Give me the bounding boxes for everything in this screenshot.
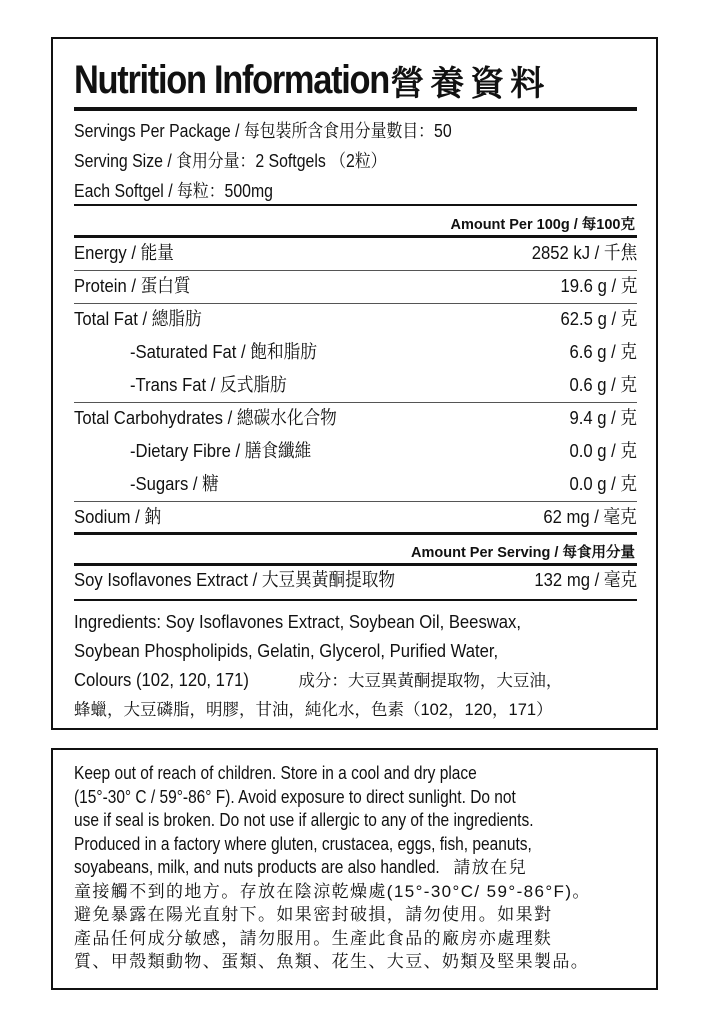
soy-isoflavones-row bbox=[74, 566, 637, 598]
warning-line-7: 避免暴露在陽光直射下。如果密封破損，請勿使用。如果對 bbox=[74, 905, 553, 924]
ingredients-line-2: Soybean Phospholipids, Gelatin, Glycerol, Purified Water, bbox=[74, 640, 499, 661]
nutrient-label: -Sugars / 糖 bbox=[130, 473, 219, 494]
nutrient-label: -Saturated Fat / 飽和脂肪 bbox=[130, 341, 317, 362]
colours-en: Colours (102, 120, 171) bbox=[74, 669, 249, 690]
serving-divider bbox=[74, 204, 637, 206]
amount-per-100g-header: Amount Per 100g / 每100克 bbox=[450, 217, 635, 233]
nutrient-row bbox=[74, 469, 637, 502]
nutrient-label: Energy / 能量 bbox=[74, 242, 174, 263]
warning-zh-start: 請放在兒 bbox=[447, 858, 527, 877]
warning-text bbox=[74, 762, 637, 974]
nutrient-value: 6.6 g / 克 bbox=[569, 341, 637, 362]
title-english: Nutrition Information bbox=[74, 57, 389, 102]
ingredients-line-1: Ingredients: Soy Isoflavones Extract, Soybean Oil, Beeswax, bbox=[74, 611, 522, 632]
nutrient-value: 0.0 g / 克 bbox=[569, 440, 637, 461]
nutrient-row bbox=[74, 403, 637, 436]
warning-line-2: (15°-30° C / 59°-86° F). Avoid exposure to direct sunlight. Do not bbox=[74, 786, 516, 807]
nutrient-label: Total Carbohydrates / 總碳水化合物 bbox=[74, 407, 337, 428]
warning-line-4: Produced in a factory where gluten, crustacea, eggs, fish, peanuts, bbox=[74, 833, 532, 854]
ingredients-line-4: 蜂蠟，大豆磷脂，明膠，甘油，純化水，色素（102，120，171） bbox=[74, 701, 553, 719]
nutrient-value: 19.6 g / 克 bbox=[560, 275, 637, 296]
nutrient-label: -Trans Fat / 反式脂肪 bbox=[130, 374, 287, 395]
ingredients-line-3 bbox=[74, 665, 637, 696]
amount-per-serving-header: Amount Per Serving / 每食用分量 bbox=[411, 545, 635, 561]
nutrient-row bbox=[74, 238, 637, 271]
warning-en-end: soyabeans, milk, and nuts products are also handled. bbox=[74, 857, 440, 877]
warning-line-1: Keep out of reach of children. Store in a cool and dry place bbox=[74, 763, 477, 783]
ingredients-block bbox=[74, 607, 637, 725]
warning-line-3: use if seal is broken. Do not use if allergic to any of the ingredients. bbox=[74, 810, 534, 830]
warning-line-9: 質、甲殼類動物、蛋類、魚類、花生、大豆、奶類及堅果製品。 bbox=[74, 952, 590, 971]
each-softgel: Each Softgel / 每粒：500mg bbox=[74, 181, 273, 201]
nutrient-value: 9.4 g / 克 bbox=[569, 407, 637, 428]
nutrient-value: 0.0 g / 克 bbox=[569, 473, 637, 494]
warning-line-6: 童接觸不到的地方。存放在陰涼乾燥處(15°-30°C/ 59°-86°F)。 bbox=[74, 881, 591, 901]
nutrient-value: 132 mg / 毫克 bbox=[534, 569, 637, 590]
title-chinese: 營養資料 bbox=[390, 63, 551, 104]
nutrient-label: Soy Isoflavones Extract / 大豆異黃酮提取物 bbox=[74, 569, 396, 590]
nutrient-label: Sodium / 鈉 bbox=[74, 506, 161, 527]
nutrient-value: 62.5 g / 克 bbox=[560, 308, 637, 329]
nutrition-title bbox=[74, 53, 637, 107]
nutrient-row bbox=[74, 304, 637, 337]
ingredients-zh-start: 成分：大豆異黃酮提取物，大豆油， bbox=[298, 672, 563, 690]
nutrition-panel bbox=[51, 37, 658, 730]
warning-panel bbox=[51, 748, 658, 990]
nutrient-row bbox=[74, 370, 637, 403]
servings-per-package: Servings Per Package / 每包裝所含食用分量數目：50 bbox=[74, 121, 452, 141]
nutrient-value: 2852 kJ / 千焦 bbox=[531, 242, 637, 263]
nutrient-row bbox=[74, 271, 637, 304]
nutrient-label: Total Fat / 總脂肪 bbox=[74, 308, 202, 329]
nutrient-label: Protein / 蛋白質 bbox=[74, 275, 191, 296]
row-divider bbox=[74, 532, 637, 535]
serving-size: Serving Size / 食用分量：2 Softgels （2粒） bbox=[74, 151, 387, 171]
ingredients-divider bbox=[74, 599, 637, 601]
warning-line-8: 產品任何成分敏感，請勿服用。生產此食品的廠房亦處理麩 bbox=[74, 928, 553, 948]
nutrient-row bbox=[74, 436, 637, 469]
nutrient-row bbox=[74, 337, 637, 370]
nutrient-value: 0.6 g / 克 bbox=[569, 374, 637, 395]
title-divider bbox=[74, 107, 637, 111]
warning-line-5 bbox=[74, 856, 637, 880]
nutrient-label: -Dietary Fibre / 膳食纖維 bbox=[130, 440, 312, 461]
nutrient-value: 62 mg / 毫克 bbox=[543, 506, 637, 527]
nutrient-row bbox=[74, 502, 637, 535]
